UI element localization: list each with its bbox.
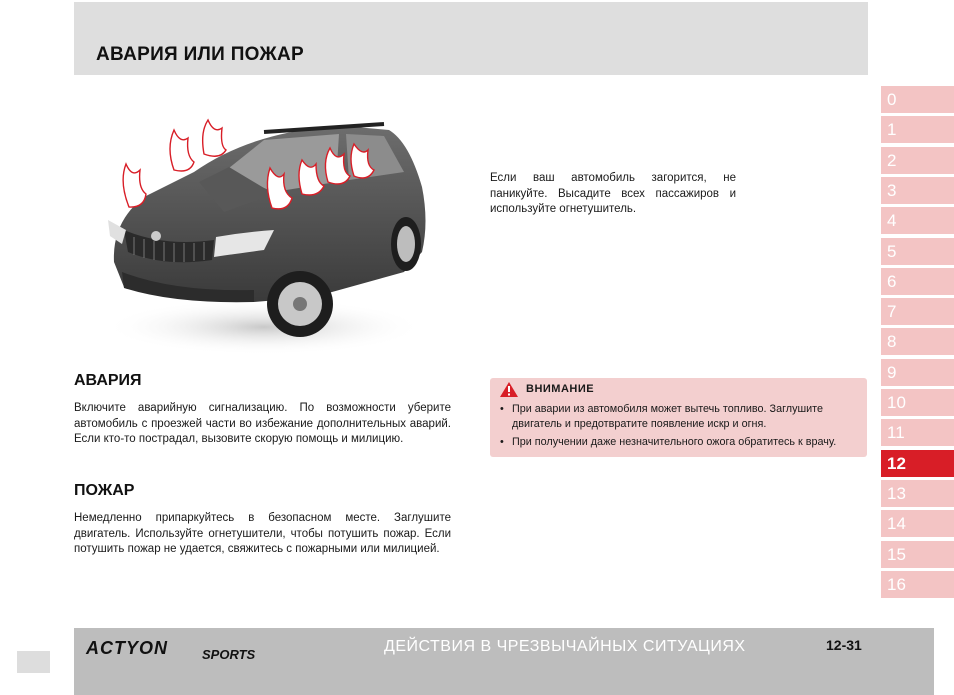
warning-item: • При аварии из автомобиля может вытечь топливо. Заглушите двигатель и предотвратите появление искр и огня. <box>500 402 860 431</box>
corner-marker <box>17 651 50 673</box>
actyon-sports-logo <box>84 636 304 660</box>
intro-paragraph: Если ваш автомобиль загорится, не паникуйте. Высадите всех пассажиров и используйте огнетушитель. <box>490 172 736 215</box>
footer-section-title: ДЕЙСТВИЯ В ЧРЕЗВЫЧАЙНЫХ СИТУАЦИЯХ <box>384 638 746 655</box>
logo-text: ACTYON <box>86 638 168 658</box>
chapter-tab-12[interactable]: 12 <box>881 450 954 477</box>
logo-script: SPORTS <box>202 647 256 660</box>
chapter-tab-16[interactable]: 16 <box>881 571 954 598</box>
car-on-fire-illustration <box>104 112 436 362</box>
fire-paragraph: Немедленно припаркуйтесь в безопасном месте. Заглушите двигатель. Используйте огнетушители, чтобы потушить пожар. Если потушить пожар не удается, свяжитесь с пожарными или милицией. <box>74 512 451 555</box>
chapter-tab-14[interactable]: 14 <box>881 510 954 537</box>
page-footer <box>74 628 934 695</box>
accident-heading: АВАРИЯ <box>74 372 142 389</box>
chapter-tab-1[interactable]: 1 <box>881 116 954 143</box>
chapter-tab-3[interactable]: 3 <box>881 177 954 204</box>
page-title: АВАРИЯ ИЛИ ПОЖАР <box>96 44 304 65</box>
warning-list <box>500 402 860 454</box>
fire-heading: ПОЖАР <box>74 482 135 499</box>
accident-paragraph: Включите аварийную сигнализацию. По возможности уберите автомобиль с проезжей части во избежание дополнительных аварий. Если кто-то пострадал, вызовите скорую помощь и милицию. <box>74 402 451 445</box>
chapter-tab-5[interactable]: 5 <box>881 238 954 265</box>
chapter-tab-10[interactable]: 10 <box>881 389 954 416</box>
chapter-tab-7[interactable]: 7 <box>881 298 954 325</box>
chapter-tab-9[interactable]: 9 <box>881 359 954 386</box>
page-header <box>74 2 868 75</box>
page-number: 12-31 <box>826 637 862 653</box>
chapter-tab-2[interactable]: 2 <box>881 147 954 174</box>
chapter-tab-8[interactable]: 8 <box>881 328 954 355</box>
chapter-tab-11[interactable]: 11 <box>881 419 954 446</box>
chapter-tab-15[interactable]: 15 <box>881 541 954 568</box>
warning-title: ВНИМАНИЕ <box>526 383 595 395</box>
chapter-tab-0[interactable]: 0 <box>881 86 954 113</box>
chapter-tab-6[interactable]: 6 <box>881 268 954 295</box>
chapter-tab-4[interactable]: 4 <box>881 207 954 234</box>
warning-triangle-icon <box>499 381 519 398</box>
chapter-tab-13[interactable]: 13 <box>881 480 954 507</box>
warning-item: • При получении даже незначительного ожога обратитесь к врачу. <box>500 435 860 450</box>
warning-box <box>490 378 867 457</box>
